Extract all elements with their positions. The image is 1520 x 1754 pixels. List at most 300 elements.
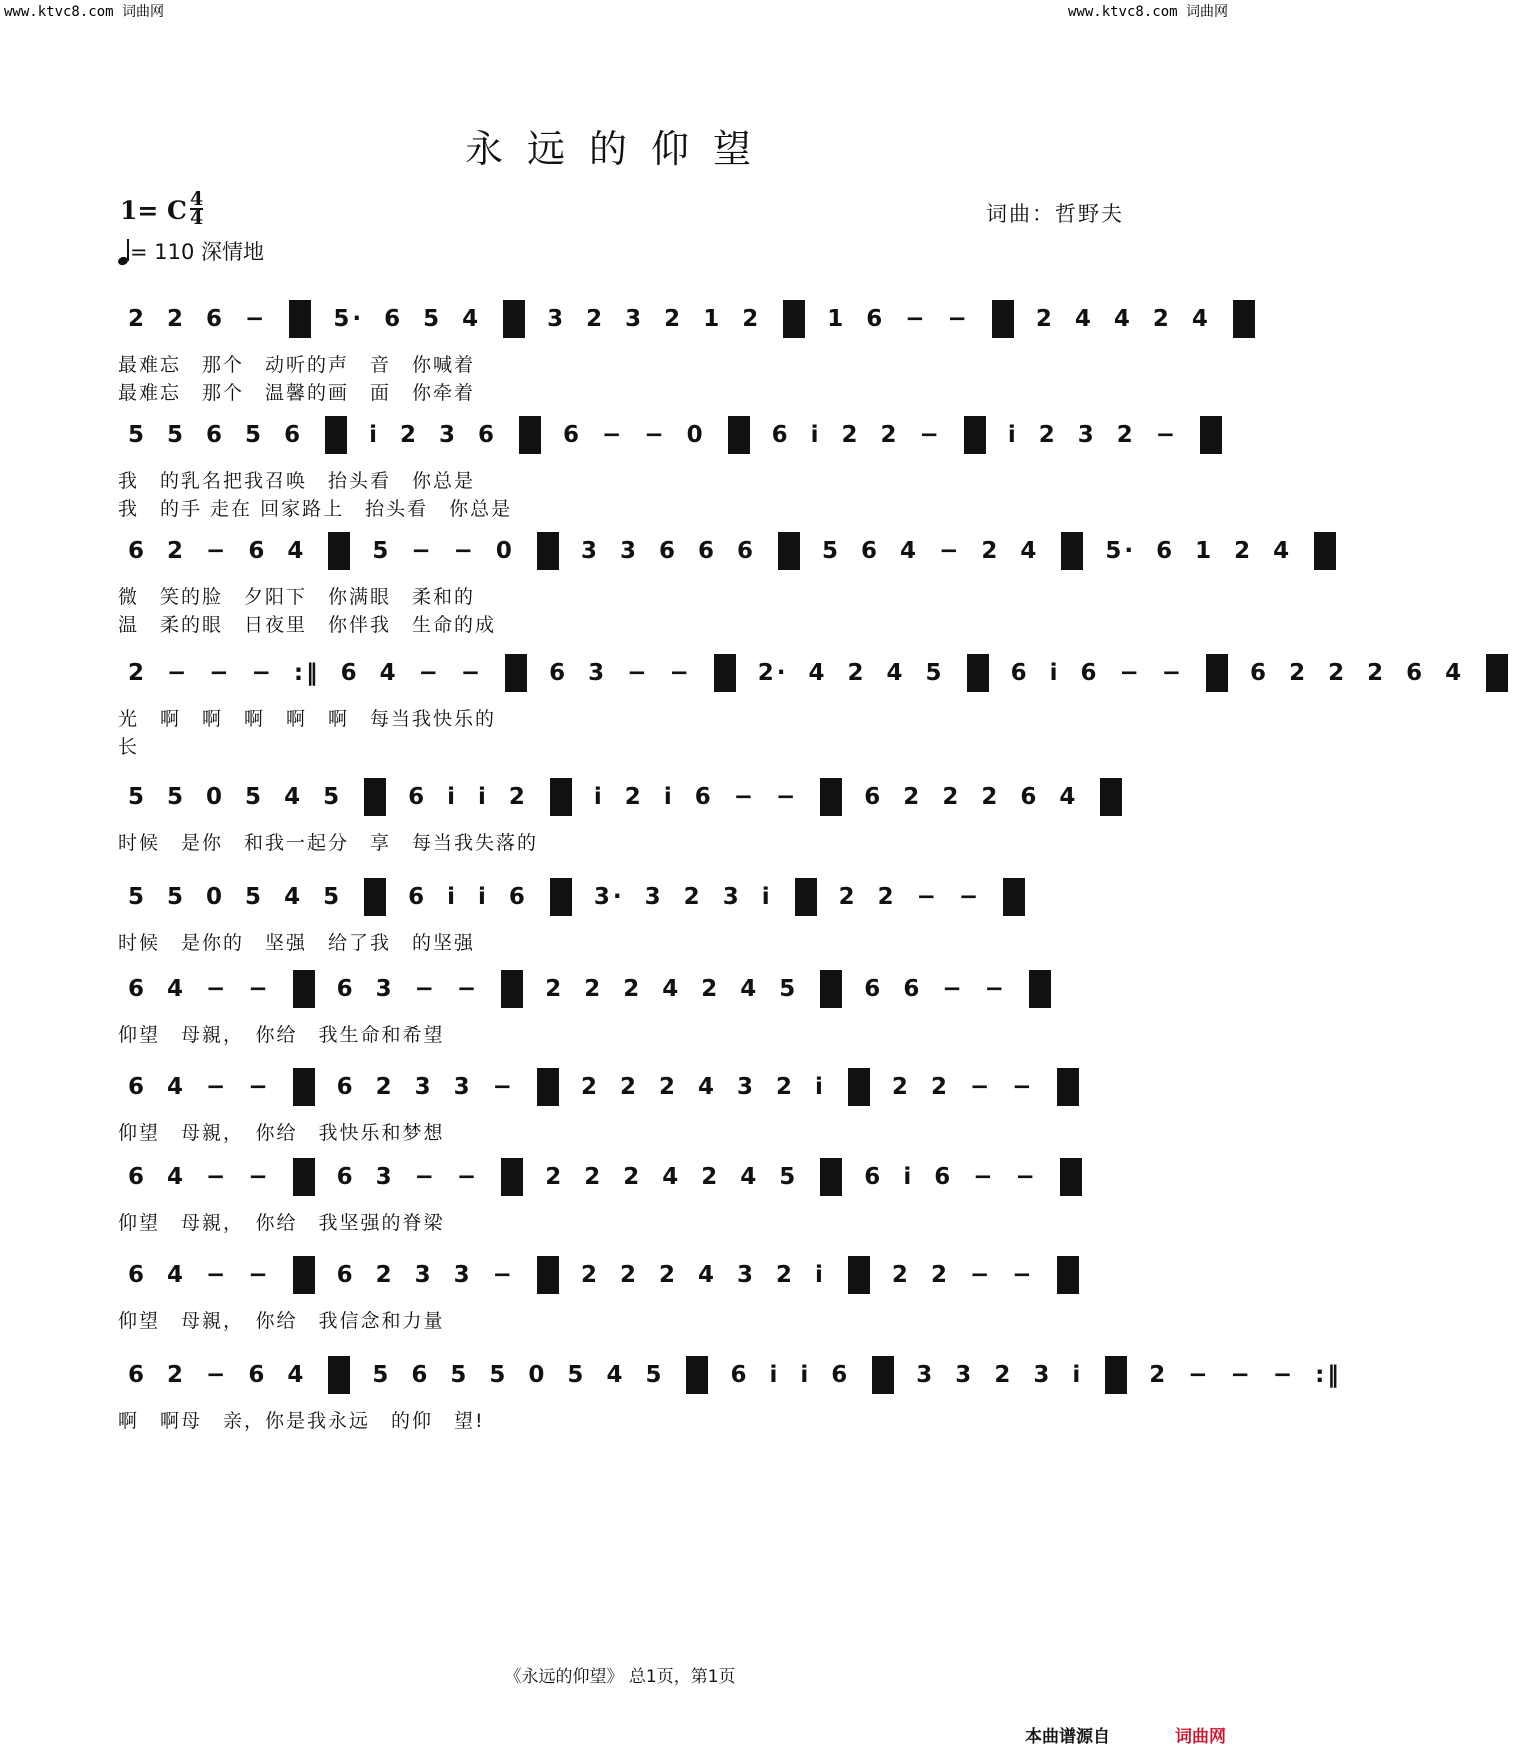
note: 4 [284,883,304,910]
tempo-text: = 110 深情地 [130,240,265,264]
note: − [916,883,939,910]
note: 6 [408,883,428,910]
note: − [969,1073,993,1100]
note: 3 [625,305,645,332]
note: 4 [1445,659,1465,686]
note: − [411,537,434,564]
note: 2 [877,883,897,910]
note: 5 [645,1361,665,1388]
note: 1 [827,305,847,332]
note: 4 [662,1163,682,1190]
note: − [248,1073,271,1100]
note: 6 [697,537,717,564]
note: 0 [206,883,226,910]
note: 2 [619,1261,639,1288]
note: 2 [838,883,858,910]
note: i [1049,659,1061,686]
note: 2· [757,659,789,686]
note: − [456,1163,480,1190]
note: 5 [372,1361,392,1388]
note: 2 [1328,659,1348,686]
note: 4 [662,975,682,1002]
note: 4 [462,305,482,332]
note: 6 [563,421,583,448]
lyrics-verse-2: 温 柔的眼 日夜里 你伴我 生命的成 [118,614,497,636]
note: 3 [916,1361,936,1388]
credit: 词曲：哲野夫 [986,202,1124,226]
note: 2 [624,783,644,810]
note: 4 [697,1073,717,1100]
barline [328,532,350,570]
time-signature [190,188,204,229]
note: − [206,1261,229,1288]
note: 2 [776,1073,796,1100]
barline [1105,1356,1127,1394]
note: − [1188,1361,1211,1388]
note: 6 [903,975,923,1002]
notation-line [118,654,1465,698]
barline [503,300,525,338]
note: 6 [336,1163,356,1190]
note: 3 [580,537,600,564]
note: − [245,305,268,332]
note: 4 [287,537,307,564]
note: − [167,659,190,686]
note: 6 [128,1073,148,1100]
note: 5 [245,783,265,810]
note: 2 [847,659,867,686]
barline [967,654,989,692]
note: 6 [128,1361,148,1388]
note: − [984,975,1007,1002]
lyrics-verse-1: 时候 是你 和我一起分 享 每当我失落的 [118,832,539,854]
barline [820,1158,842,1196]
note: 5 [128,883,148,910]
note: 2 [942,783,962,810]
tempo-marking [118,236,264,266]
note: i [593,783,605,810]
notation-line [118,1158,1128,1202]
note: 6 [831,1361,851,1388]
note: 5 [128,421,148,448]
notation-line [118,878,1128,922]
note: i [810,421,822,448]
note: − [206,975,229,1002]
barline [1100,778,1122,816]
lyrics-verse-1: 仰望 母親， 你给 我信念和力量 [118,1310,445,1332]
note: 2 [701,1163,721,1190]
note: 2 [167,537,187,564]
note: 2 [1234,537,1254,564]
note: 6 [128,975,148,1002]
barline [848,1256,870,1294]
note: − [209,659,232,686]
barline [328,1356,350,1394]
note: i [1072,1361,1084,1388]
barline [872,1356,894,1394]
note: 2 [619,1073,639,1100]
note: 6 [248,537,268,564]
note: i [903,1163,915,1190]
note: − [776,783,799,810]
note: 2 [128,305,148,332]
note: 6 [694,783,714,810]
barline [289,300,311,338]
note: 2 [623,975,643,1002]
barline [992,300,1014,338]
note: i [663,783,675,810]
barline [505,654,527,692]
note: :‖ [1315,1361,1342,1388]
note: 5 [128,783,148,810]
note: :‖ [293,659,321,686]
note: 4 [886,659,906,686]
note: 4 [1273,537,1293,564]
note: − [669,659,692,686]
note: 3 [955,1361,975,1388]
note: 6 [384,305,404,332]
note: 4 [606,1361,626,1388]
note: − [414,975,437,1002]
note: 2 [167,1361,187,1388]
barline [820,970,842,1008]
lyrics-verse-1: 啊 啊母 亲，你是我永远 的仰 望! [118,1410,485,1432]
notation-line [118,300,1211,344]
note: 5 [450,1361,470,1388]
note: 4 [740,1163,760,1190]
note: 6 [336,1073,356,1100]
note: 6 [1406,659,1426,686]
note: 4 [167,1073,187,1100]
source-label: 本曲谱源自 [1025,1727,1110,1747]
note: − [248,1261,271,1288]
note: 3 [722,883,742,910]
note: 2 [375,1073,395,1100]
note: − [644,421,667,448]
barline [550,878,572,916]
note: − [905,305,928,332]
note: − [973,1163,996,1190]
lyrics-verse-1: 光 啊 啊 啊 啊 啊 每当我快乐的 [118,708,497,730]
note: 6 [864,783,884,810]
note: 4 [740,975,760,1002]
note: 6 [128,1261,148,1288]
note: 2 [776,1261,796,1288]
note: 4 [697,1261,717,1288]
note: i [478,783,489,810]
note: 2 [545,975,565,1002]
note: 2 [683,883,703,910]
note: 3 [438,421,458,448]
note: 4 [1113,305,1133,332]
note: i [769,1361,781,1388]
note: 2 [930,1073,950,1100]
note: − [733,783,756,810]
note: 2 [658,1261,678,1288]
quarter-note-icon [118,239,130,265]
note: 5· [333,305,365,332]
note: 3 [547,305,567,332]
note: − [251,659,274,686]
notation-line [118,970,1128,1014]
note: 6 [411,1361,431,1388]
note: − [456,975,480,1002]
header-left: www.ktvc8.com 词曲网 [4,4,165,20]
note: i [761,883,773,910]
note: 6 [128,537,148,564]
barline [1003,878,1025,916]
lyrics-verse-1: 最难忘 那个 动听的声 音 你喊着 [118,354,476,376]
barline [1314,532,1336,570]
notation-line [118,1068,1128,1112]
note: − [627,659,650,686]
note: − [418,659,441,686]
note: 6 [658,537,678,564]
barline [778,532,800,570]
time-sig-bottom: 4 [190,207,204,229]
barline [1057,1256,1079,1294]
barline [1060,1158,1082,1196]
note: 0 [495,537,515,564]
lyrics-verse-1: 仰望 母親， 你给 我坚强的脊梁 [118,1212,445,1234]
note: 5 [245,421,265,448]
note: 3 [375,975,395,1002]
note: − [206,1073,229,1100]
note: 4 [167,1163,187,1190]
song-title: 永远的仰望 [464,127,775,171]
note: 6 [1010,659,1030,686]
lyrics-verse-1: 时候 是你的 坚强 给了我 的坚强 [118,932,476,954]
note: 6 [864,975,884,1002]
barline [1206,654,1228,692]
note: 2 [1038,421,1058,448]
barline [364,878,386,916]
note: i [478,883,489,910]
note: 5 [167,421,187,448]
barline [550,778,572,816]
note: 3 [375,1163,395,1190]
barline [728,416,750,454]
note: 3 [737,1261,757,1288]
note: i [815,1073,826,1100]
note: 0 [206,783,226,810]
barline [293,1068,315,1106]
barline [1200,416,1222,454]
note: − [453,537,476,564]
note: 2 [128,659,148,686]
note: 2 [1289,659,1309,686]
note: 2 [658,1073,678,1100]
note: − [206,1163,229,1190]
note: 2 [903,783,923,810]
note: − [1161,659,1185,686]
notation-line [118,778,1128,822]
note: − [248,975,271,1002]
note: 3 [619,537,639,564]
note: 2 [981,783,1001,810]
note: 2 [508,783,528,810]
note: 6 [248,1361,268,1388]
note: 5 [423,305,443,332]
note: 2 [580,1261,600,1288]
note: 2 [841,421,861,448]
barline [537,1256,559,1294]
barline [1233,300,1255,338]
note: 6 [866,305,886,332]
note: 5 [489,1361,509,1388]
note: 6 [1080,659,1100,686]
note: 4 [284,783,304,810]
note: 5 [323,783,343,810]
note: 4 [1191,305,1211,332]
note: − [1012,1073,1035,1100]
note: 6 [128,1163,148,1190]
note: − [602,421,625,448]
note: 1 [1195,537,1215,564]
note: − [919,421,942,448]
barline [848,1068,870,1106]
note: 6 [408,783,428,810]
note: 5 [167,883,187,910]
barline [519,416,541,454]
note: 6 [737,537,757,564]
note: 3 [737,1073,757,1100]
note: 6 [1020,783,1040,810]
note: − [460,659,484,686]
note: 1 [703,305,723,332]
note: 6 [336,975,356,1002]
note: 6 [284,421,304,448]
key-signature: 1= C [120,196,187,225]
note: 3 [1033,1361,1053,1388]
note: 3 [588,659,608,686]
note: 2 [1367,659,1387,686]
note: 2 [981,537,1001,564]
note: 5 [822,537,842,564]
note: − [1119,659,1142,686]
note: 6 [934,1163,954,1190]
brand-logo: 词曲网 [1175,1727,1226,1747]
note: 2 [623,1163,643,1190]
note: 5 [779,975,799,1002]
note: 6 [861,537,881,564]
note: − [248,1163,271,1190]
note: 0 [686,421,706,448]
barline [686,1356,708,1394]
note: − [1012,1261,1035,1288]
note: 2 [880,421,900,448]
note: 4 [167,1261,187,1288]
note: − [947,305,970,332]
lyrics-verse-2: 我 的手 走在 回家路上 抬头看 你总是 [118,498,513,520]
note: 3 [644,883,664,910]
note: − [958,883,982,910]
note: − [206,537,229,564]
note: 5 [567,1361,587,1388]
barline [1486,654,1508,692]
note: 2 [994,1361,1014,1388]
note: − [1230,1361,1253,1388]
note: − [942,975,965,1002]
note: 2 [930,1261,950,1288]
note: 6 [336,1261,356,1288]
note: 3 [414,1073,434,1100]
note: 0 [528,1361,548,1388]
notation-line [118,1256,1128,1300]
note: 6 [206,305,226,332]
note: 4 [808,659,828,686]
barline [364,778,386,816]
note: i [815,1261,826,1288]
note: 3 [453,1073,473,1100]
note: − [492,1073,515,1100]
note: 6 [549,659,569,686]
lyrics-verse-1: 仰望 母親， 你给 我生命和希望 [118,1024,445,1046]
note: 2 [664,305,684,332]
notation-line [118,532,1293,576]
lyrics-verse-1: 我 的乳名把我召唤 抬头看 你总是 [118,470,476,492]
note: 4 [379,659,399,686]
note: 4 [167,975,187,1002]
note: 5 [925,659,945,686]
note: 3 [414,1261,434,1288]
barline [293,970,315,1008]
note: 6 [864,1163,884,1190]
barline [325,416,347,454]
lyrics-verse-2: 最难忘 那个 温馨的画 面 你牵着 [118,382,476,404]
lyrics-verse-2: 长 [118,736,140,758]
note: 4 [1059,783,1079,810]
note: i [447,783,458,810]
note: 6 [340,659,360,686]
note: 2 [891,1261,911,1288]
note: 2 [584,975,604,1002]
note: 2 [584,1163,604,1190]
note: 5 [372,537,392,564]
barline [795,878,817,916]
barline [1029,970,1051,1008]
note: 4 [287,1361,307,1388]
note: i [1007,421,1019,448]
footer: 《永远的仰望》 总1页，第1页 [504,1667,736,1687]
note: 5 [245,883,265,910]
note: − [1155,421,1179,448]
note: 5 [323,883,343,910]
note: 5· [1105,537,1137,564]
note: 2 [1152,305,1172,332]
note: 6 [730,1361,750,1388]
barline [501,1158,523,1196]
header-right: www.ktvc8.com 词曲网 [1067,4,1228,20]
barline [501,970,523,1008]
note: 4 [900,537,920,564]
note: − [1015,1163,1038,1190]
note: 2 [167,305,187,332]
barline [783,300,805,338]
barline [964,416,986,454]
barline [1057,1068,1079,1106]
note: 4 [1074,305,1094,332]
note: 6 [1250,659,1270,686]
note: 3 [453,1261,473,1288]
note: 6 [1156,537,1176,564]
barline [293,1158,315,1196]
lyrics-verse-1: 微 笑的脸 夕阳下 你满眼 柔和的 [118,586,476,608]
barline [714,654,736,692]
barline [820,778,842,816]
note: 6 [206,421,226,448]
note: 5 [779,1163,799,1190]
